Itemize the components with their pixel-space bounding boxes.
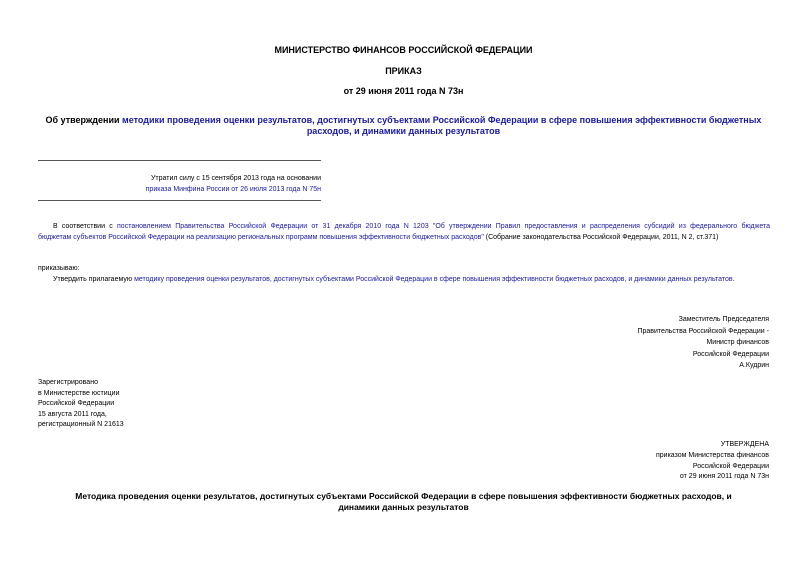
title-prefix: Об утверждении [45, 115, 123, 125]
methodology-title-link-2[interactable]: расходов, и динамики данных результатов [306, 126, 501, 136]
signature-line: Заместитель Председателя [678, 316, 769, 323]
repeal-order-link[interactable]: приказа Минфина России от 26 июля 2013 года N 75н [145, 186, 321, 193]
registration-line: в Министерстве юстиции [38, 389, 120, 397]
preamble-paragraph [38, 222, 770, 243]
repeal-note [38, 174, 321, 196]
approved-word: УТВЕРЖДЕНА [720, 441, 769, 448]
divider-top [38, 160, 321, 161]
approved-block [656, 440, 769, 483]
registration-line: Зарегистрировано [38, 379, 98, 386]
ministry-heading: МИНИСТЕРСТВО ФИНАНСОВ РОССИЙСКОЙ ФЕДЕРАЦИИ [274, 45, 533, 55]
approve-start: Утвердить прилагаемую [53, 276, 135, 283]
methodology-link[interactable]: методику проведения оценки результатов, достигнутых субъектами Российской Федерации в сфере повышения эффективности бюджетных расходов, и динамики данных результатов [134, 276, 733, 283]
registration-line: 15 августа 2011 года, [38, 410, 107, 418]
government-decree-link[interactable]: постановлением Правительства Российской Федерации от 31 декабря 2010 года N 1203 "Об утверждении Правил предоставления и распределения субсидий из федерального бюджета [117, 223, 770, 230]
methodology-title-link-1[interactable]: методики проведения оценки результатов, достигнутых субъектами Российской Федерации в сфере повышения эффективности бюджетных [122, 115, 762, 125]
methodology-heading [0, 491, 807, 513]
registration-line: Российской Федерации [38, 400, 115, 407]
preamble-start: В соответствии с [53, 223, 118, 230]
approve-end: . [732, 276, 735, 283]
divider-bottom [38, 200, 321, 201]
repeal-text: Утратил силу с 15 сентября 2013 года на основании [150, 175, 321, 182]
signature-line: Министр финансов [706, 339, 769, 346]
doc-type-heading: ПРИКАЗ [385, 66, 422, 76]
methodology-heading-line1: Методика проведения оценки результатов, достигнутых субъектами Российской Федерации в сфере повышения эффективности бюджетных расходов, и [75, 491, 732, 501]
order-word: приказываю: [38, 265, 80, 272]
signature-line: Российской Федерации [692, 350, 769, 358]
preamble-end: (Собрание законодательства Российской Федерации, 2011, N 2, ст.371) [483, 233, 719, 241]
registration-line: регистрационный N 21613 [38, 421, 124, 428]
signature-line: А.Кудрин [739, 362, 769, 369]
approved-line: приказом Министерства финансов [655, 452, 769, 459]
government-decree-link-2[interactable]: бюджетам субъектов Российской Федерации на реализацию региональных программ повышения эффективности бюджетных расходов" [38, 233, 484, 241]
approve-paragraph [53, 275, 793, 286]
signature-line: Правительства Российской Федерации - [637, 327, 769, 335]
doc-date-number: от 29 июня 2011 года N 73н [343, 86, 464, 96]
registration-block [38, 378, 124, 431]
signature-block [637, 314, 769, 372]
methodology-heading-line2: динамики данных результатов [338, 502, 469, 512]
document-title [0, 115, 807, 137]
approved-line: от 29 июня 2011 года N 73н [679, 473, 769, 480]
approved-line: Российской Федерации [692, 462, 769, 470]
